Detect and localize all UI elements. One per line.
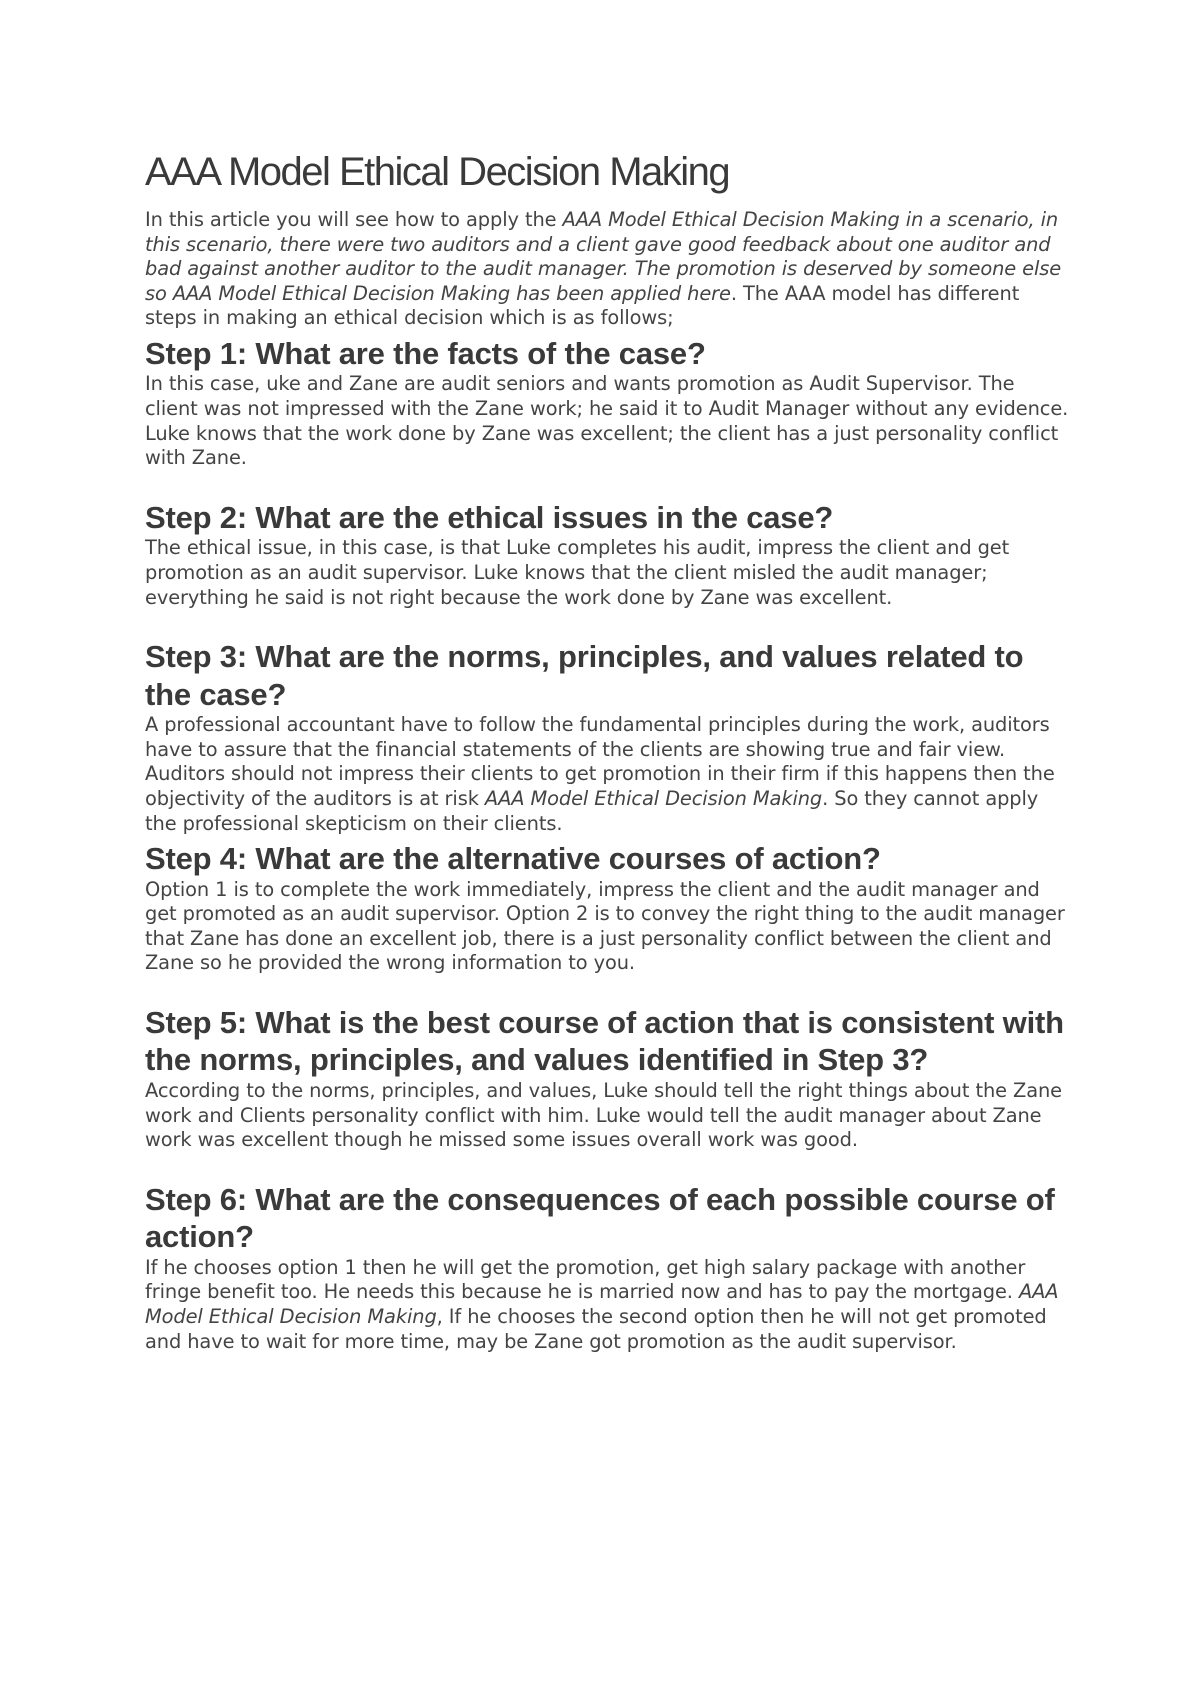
- intro-text-italic: AAA Model Ethical Decision Making in a scenario, in this scenario, there were two auditors and a client gave good feedback about one auditor and bad against another auditor to the audit manager. The promotion is deserved by someone else so AAA Model Ethical Decision Making has been applied here: [145, 208, 1062, 305]
- step-2-body: The ethical issue, in this case, is that Luke completes his audit, impress the client and get promotion as an audit supervisor. Luke knows that the client misled the audit manager; everything he said is not right because the work done by Zane was excellent.: [145, 536, 1010, 609]
- step-1-body: In this case, uke and Zane are audit seniors and wants promotion as Audit Supervisor. The client was not impressed with the Zane work; he said it to Audit Manager without any evidence. Luke knows that the work done by Zane was excellent; the client has a just personality conflict with Zane.: [145, 372, 1069, 470]
- step-1-heading: Step 1: What are the facts of the case?: [145, 335, 706, 371]
- step-3-body-part2: . So they cannot apply the professional skepticism on their clients.: [145, 786, 1039, 835]
- step-3-body-italic: AAA Model Ethical Decision Making: [484, 786, 823, 810]
- step-6-body-part1: If he chooses option 1 then he will get the promotion, get high salary package with another fringe benefit too. He needs this because he is married now and has to pay the mortgage.: [145, 1255, 1026, 1304]
- step-6-heading: Step 6: What are the consequences of each possible course of action?: [145, 1181, 1055, 1255]
- intro-text-part1: In this article you will see how to apply the: [145, 208, 563, 231]
- step-5-body: According to the norms, principles, and values, Luke should tell the right things about the Zane work and Clients personality conflict with him. Luke would tell the audit manager about Zane work was excellent though he missed some issues overall work was good.: [145, 1078, 1063, 1152]
- document-content: [145, 148, 1070, 1354]
- step-4-heading: Step 4: What are the alternative courses of action?: [145, 841, 881, 877]
- intro-paragraph: [145, 208, 1070, 331]
- document-title: AAA Model Ethical Decision Making: [145, 150, 730, 194]
- step-5-heading: Step 5: What is the best course of action that is consistent with the norms, principles, and values identified in Step 3?: [145, 1004, 1064, 1078]
- step-2-heading: Step 2: What are the ethical issues in the case?: [145, 499, 834, 535]
- step-6-body-italic: AAA Model Ethical Decision Making: [145, 1280, 1059, 1328]
- step-6-body: [145, 1256, 1070, 1354]
- step-6-body-part2: , If he chooses the second option then he will not get promoted and have to wait for more time, may be Zane got promotion as the audit supervisor.: [145, 1304, 1047, 1353]
- intro-text-part2: . The AAA model has different steps in making an ethical decision which is as follows;: [145, 281, 1020, 330]
- step-3-body: [145, 713, 1070, 836]
- step-3-heading: Step 3: What are the norms, principles, and values related to the case?: [145, 639, 1024, 712]
- step-3-body-part1: A professional accountant have to follow the fundamental principles during the work, auditors have to assure that the financial statements of the clients are showing true and fair view. Auditors should not impress their clients to get promotion in their firm if this happens then the objectivity of the auditors is at risk: [145, 713, 1055, 810]
- step-4-body: Option 1 is to complete the work immediately, impress the client and the audit manager and get promoted as an audit supervisor. Option 2 is to convey the right thing to the audit manager that Zane has done an excellent job, there is a just personality conflict between the client and Zane so he provided the wrong information to you.: [145, 877, 1065, 975]
